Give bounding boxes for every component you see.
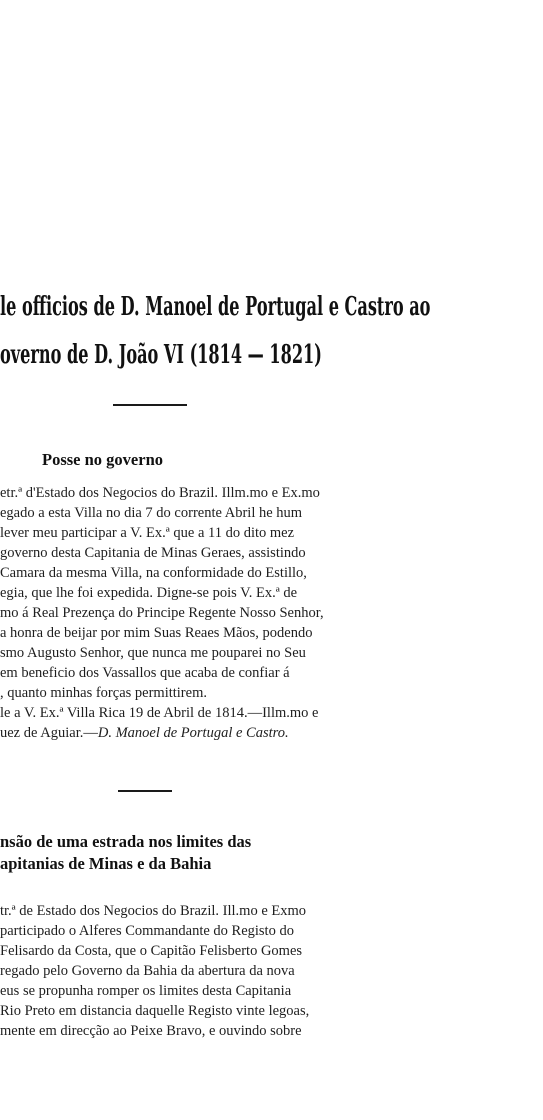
body-line: em beneficio dos Vassallos que acaba de confiar á bbox=[0, 665, 290, 681]
body-line: governo desta Capitania de Minas Geraes, assistindo bbox=[0, 545, 306, 561]
body-line: le a V. Ex.ª Villa Rica 19 de Abril de 1814.—Illm.mo e bbox=[0, 705, 319, 721]
body-line: a honra de beijar por mim Suas Reaes Mãos, podendo bbox=[0, 625, 313, 641]
section-heading-estrada-line-2: apitanias de Minas e da Bahia bbox=[0, 854, 212, 873]
body-line: mo á Real Prezença do Principe Regente Nosso Senhor, bbox=[0, 605, 324, 621]
signature: D. Manoel de Portugal e Castro. bbox=[97, 725, 289, 741]
document-title-line-2: overno de D. João VI (1814 — 1821) bbox=[0, 340, 322, 370]
body-line: Rio Preto em distancia daquelle Registo vinte legoas, bbox=[0, 1003, 310, 1019]
body-line: lever meu participar a V. Ex.ª que a 11 do dito mez bbox=[0, 525, 295, 541]
section-divider bbox=[118, 790, 172, 792]
body-line: Camara da mesma Villa, na conformidade do Estillo, bbox=[0, 565, 307, 581]
body-line-text: uez de Aguiar.— bbox=[0, 725, 98, 741]
body-line: egado a esta Villa no dia 7 do corrente Abril he hum bbox=[0, 505, 303, 521]
body-line: eus se propunha romper os limites desta Capitania bbox=[0, 983, 292, 999]
document-title-line-1: le officios de D. Manoel de Portugal e Castro ao bbox=[0, 292, 431, 322]
body-line: egia, que lhe foi expedida. Digne-se pois V. Ex.ª de bbox=[0, 585, 298, 601]
body-line: etr.ª d'Estado dos Negocios do Brazil. Illm.mo e Ex.mo bbox=[0, 485, 320, 501]
body-line: smo Augusto Senhor, que nunca me pouparei no Seu bbox=[0, 645, 306, 661]
body-line-with-signature bbox=[0, 724, 289, 742]
body-line: tr.ª de Estado dos Negocios do Brazil. Ill.mo e Exmo bbox=[0, 903, 307, 919]
body-line: , quanto minhas forças permittirem. bbox=[0, 685, 207, 701]
body-line: Felisardo da Costa, que o Capitão Felisberto Gomes bbox=[0, 943, 303, 959]
body-line: participado o Alferes Commandante do Registo do bbox=[0, 923, 294, 939]
body-line: mente em direcção ao Peixe Bravo, e ouvindo sobre bbox=[0, 1023, 302, 1039]
title-divider bbox=[113, 404, 187, 406]
section-heading-estrada-line-1: nsão de uma estrada nos limites das bbox=[0, 832, 252, 851]
body-line: regado pelo Governo da Bahia da abertura da nova bbox=[0, 963, 295, 979]
section-heading-posse: Posse no governo bbox=[42, 450, 163, 469]
